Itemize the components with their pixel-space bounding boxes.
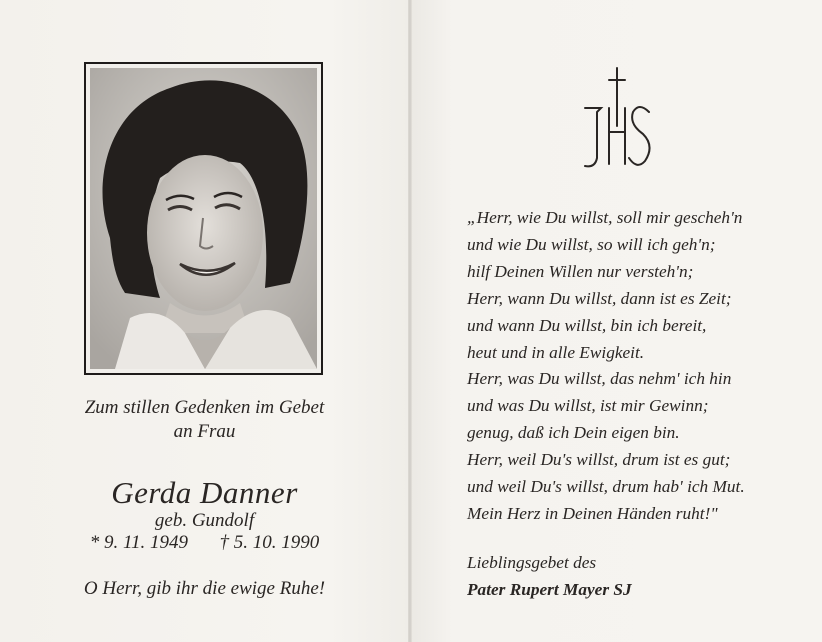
memorial-line-2: an Frau <box>173 421 236 442</box>
prayer-line: Mein Herz in Deinen Händen ruht!" <box>467 503 718 523</box>
portrait-photo <box>84 62 323 375</box>
prayer-line: genug, daß ich Dein eigen bin. <box>467 423 680 443</box>
prayer-line: und was Du willst, ist mir Gewinn; <box>467 396 709 416</box>
maiden-name: geb. Gundolf <box>154 510 255 531</box>
deceased-name: Gerda Danner <box>111 475 298 510</box>
prayer-line: und wann Du willst, bin ich bereit, <box>467 315 707 335</box>
prayer-line: und wie Du willst, so will ich geh'n; <box>467 234 716 254</box>
life-dates <box>0 532 409 554</box>
prayer-line: Herr, wann Du willst, dann ist es Zeit; <box>467 288 732 308</box>
prayer-line: Herr, was Du willst, das nehm' ich hin <box>467 369 732 389</box>
portrait-image <box>90 68 317 369</box>
prayer-line: Herr, weil Du's willst, drum ist es gut; <box>467 450 731 470</box>
birth-date: * 9. 11. 1949 <box>89 532 189 553</box>
prayer-author: Pater Rupert Mayer SJ <box>467 580 632 599</box>
ihs-monogram-icon <box>575 66 655 176</box>
prayer-line: und weil Du's willst, drum hab' ich Mut. <box>467 477 745 497</box>
prayer-line: hilf Deinen Willen nur versteh'n; <box>467 261 694 281</box>
prayer-line: „Herr, wie Du willst, soll mir gescheh'n <box>467 208 743 227</box>
death-date: † 5. 10. 1990 <box>219 532 320 553</box>
favorite-prayer-label: Lieblingsgebet des <box>467 553 597 572</box>
prayer-line: heut und in alle Ewigkeit. <box>467 342 645 362</box>
memorial-line-1: Zum stillen Gedenken im Gebet <box>84 397 325 418</box>
closing-prayer: O Herr, gib ihr die ewige Ruhe! <box>83 578 326 599</box>
prayer-text <box>467 205 797 528</box>
